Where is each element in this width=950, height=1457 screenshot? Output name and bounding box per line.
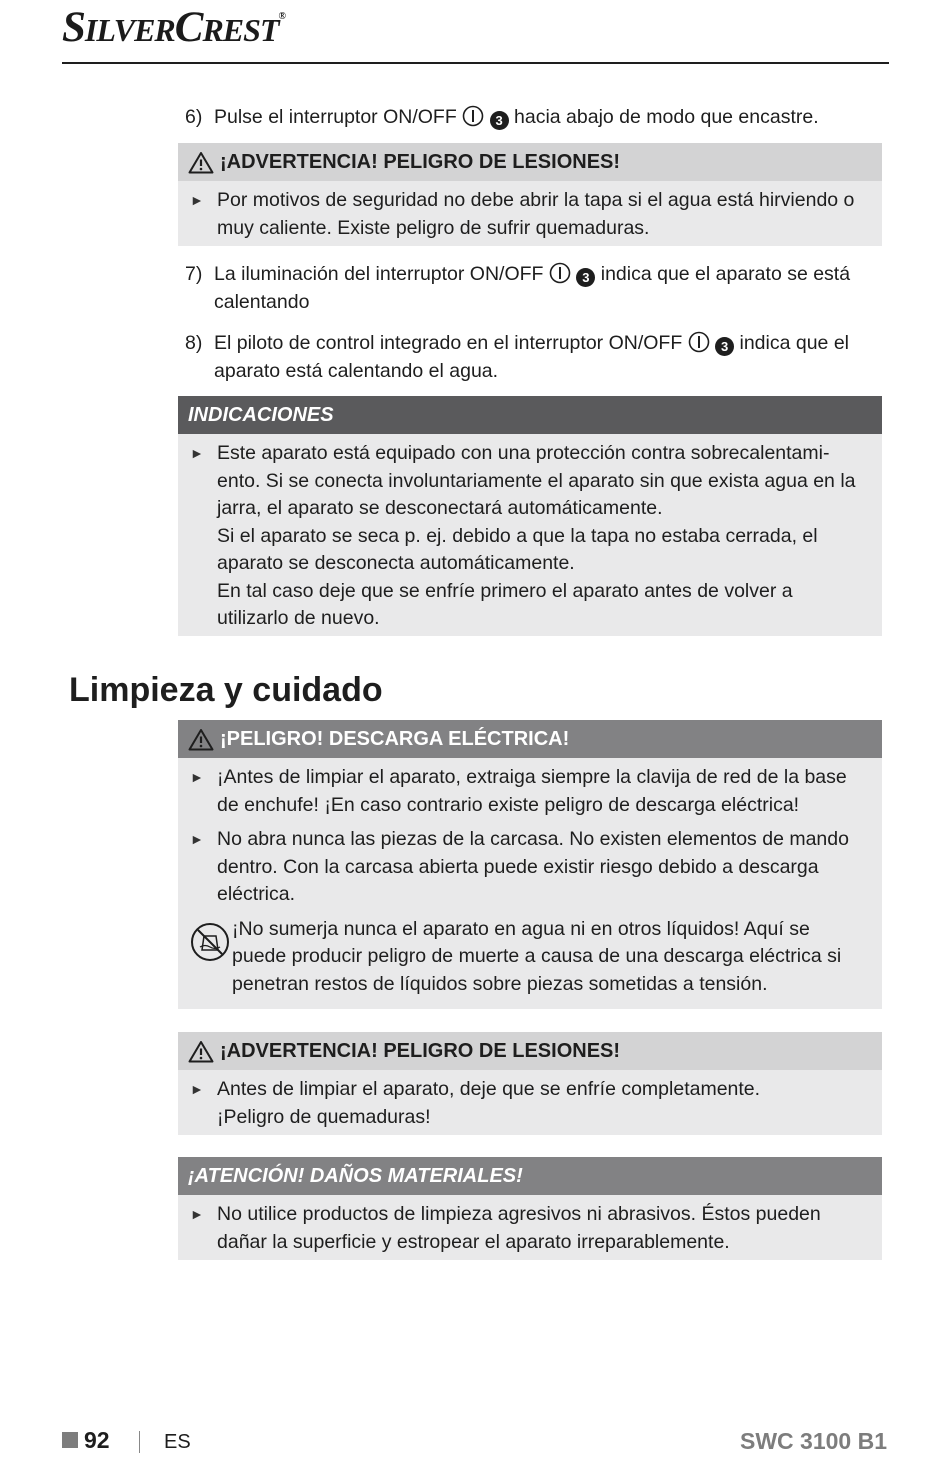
model-number: SWC 3100 B1 xyxy=(739,1428,887,1454)
notes-paragraph: En tal caso deje que se enfríe primero el aparato antes de volver a utilizarlo de nuevo. xyxy=(217,579,793,629)
callout-number: 3 xyxy=(715,337,734,356)
danger-title: ¡PELIGRO! DESCARGA ELÉCTRICA! xyxy=(220,727,570,750)
callout-number: 3 xyxy=(490,111,509,130)
danger-header xyxy=(178,720,882,758)
section-title: Limpieza y cuidado xyxy=(69,671,383,709)
bullet-arrow-icon: ► xyxy=(190,445,204,461)
logo-rest: REST xyxy=(202,12,279,48)
footer-divider xyxy=(139,1431,140,1453)
step-text: El piloto de control integrado en el interruptor ON/OFF xyxy=(214,332,683,354)
callout-number: 3 xyxy=(576,268,595,287)
list-item xyxy=(190,1076,868,1131)
no-immersion-note xyxy=(190,916,868,999)
header-rule xyxy=(62,62,889,64)
step-text-tail: indica que el aparato está calentando el agua. xyxy=(214,332,849,382)
bullet-arrow-icon: ► xyxy=(190,1206,204,1222)
caution-box xyxy=(178,1157,882,1260)
footer-square-icon xyxy=(62,1432,78,1448)
step-text-tail: indica que el aparato se está calentando xyxy=(214,263,851,313)
warning-box-burn xyxy=(178,1032,882,1135)
notes-paragraph: Este aparato está equipado con una protección contra sobrecalentami-ento. Si se conecta involuntariamente el aparato sin que exista agua en la jarra, el aparato se desconectará automáticamente. xyxy=(217,442,856,519)
logo-ilver: ILVER xyxy=(84,12,175,48)
caution-header xyxy=(178,1157,882,1195)
warning-triangle-icon xyxy=(188,1040,214,1063)
step-text: La iluminación del interruptor ON/OFF xyxy=(214,263,544,285)
bullet-arrow-icon: ► xyxy=(190,1081,204,1097)
power-switch-icon xyxy=(462,105,484,127)
notes-paragraph: Si el aparato se seca p. ej. debido a que la tapa no estaba cerrada, el aparato se desconecta automáticamente. xyxy=(217,524,818,574)
notes-header xyxy=(178,396,882,434)
list-item xyxy=(190,187,868,242)
bullet-text: ¡Antes de limpiar el aparato, extraiga siempre la clavija de red de la base de enchufe! ¡En caso contrario existe peligro de descarga eléctrica! xyxy=(217,766,847,816)
step-7 xyxy=(185,260,885,316)
warning-title: ¡ADVERTENCIA! PELIGRO DE LESIONES! xyxy=(220,150,621,173)
list-item xyxy=(190,440,868,633)
warning-title: ¡ADVERTENCIA! PELIGRO DE LESIONES! xyxy=(220,1039,621,1062)
logo-s: S xyxy=(62,4,85,51)
step-number: 7) xyxy=(185,263,203,285)
step-text-tail: hacia abajo de modo que encastre. xyxy=(514,106,819,128)
language-code: ES xyxy=(164,1431,191,1453)
warning-triangle-icon xyxy=(188,151,214,174)
no-immersion-text: ¡No sumerja nunca el aparato en agua ni en otros líquidos! Aquí se puede producir peligro de muerte a causa de una descarga eléctrica si penetran restos de líquidos sobre piezas sometidas a tensión. xyxy=(232,917,842,995)
caution-title: ¡ATENCIÓN! DAÑOS MATERIALES! xyxy=(188,1164,523,1187)
no-immersion-icon xyxy=(190,922,232,971)
bullet-arrow-icon: ► xyxy=(190,769,204,785)
warning-triangle-icon xyxy=(188,728,214,751)
logo-c: C xyxy=(174,4,203,51)
step-6 xyxy=(185,103,885,131)
notes-box xyxy=(178,396,882,636)
power-switch-icon xyxy=(688,331,710,353)
warning-box-lid xyxy=(178,143,882,246)
step-8 xyxy=(185,329,885,385)
bullet-text: Antes de limpiar el aparato, deje que se enfríe completamente. xyxy=(217,1078,761,1100)
warning-header xyxy=(178,143,882,181)
bullet-text: No abra nunca las piezas de la carcasa. No existen elementos de mando dentro. Con la carcasa abierta puede existir riesgo debido a descarga eléctrica. xyxy=(217,828,849,905)
warning-header xyxy=(178,1032,882,1070)
list-item xyxy=(190,1201,868,1256)
page-number: 92 xyxy=(84,1427,110,1453)
danger-box-electric xyxy=(178,720,882,1009)
step-text: Pulse el interruptor ON/OFF xyxy=(214,106,457,128)
list-item xyxy=(190,764,868,819)
bullet-text: Por motivos de seguridad no debe abrir la tapa si el agua está hirviendo o muy caliente. Existe peligro de sufrir quemaduras. xyxy=(217,189,855,239)
bullet-arrow-icon: ► xyxy=(190,831,204,847)
bullet-arrow-icon: ► xyxy=(190,192,204,208)
bullet-text: No utilice productos de limpieza agresivos ni abrasivos. Éstos pueden dañar la superficie y estropear el aparato irreparablemente. xyxy=(217,1203,821,1253)
power-switch-icon xyxy=(549,262,571,284)
registered-mark: ® xyxy=(278,11,285,22)
step-number: 6) xyxy=(185,106,203,128)
bullet-text: ¡Peligro de quemaduras! xyxy=(217,1105,431,1128)
brand-logo xyxy=(62,6,285,49)
notes-title: INDICACIONES xyxy=(188,403,334,426)
step-number: 8) xyxy=(185,332,203,354)
list-item xyxy=(190,826,868,909)
